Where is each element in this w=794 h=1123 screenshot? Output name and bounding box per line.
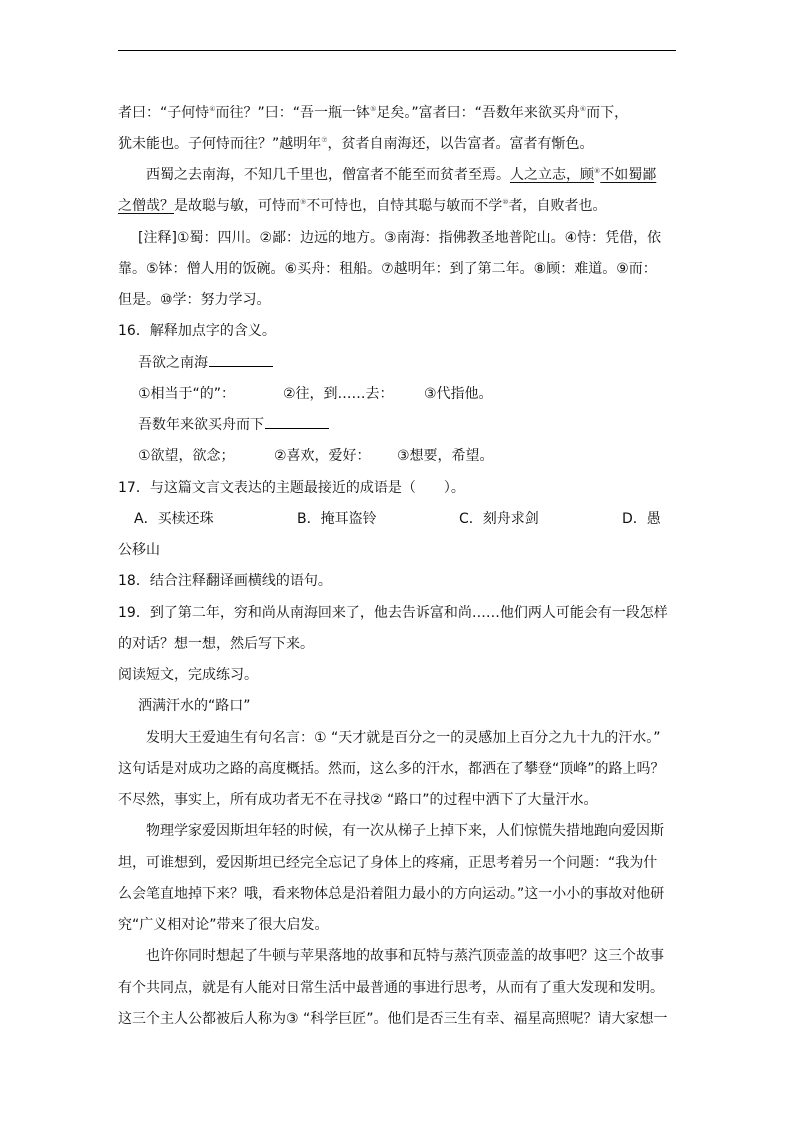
text-span: 者曰：“子何恃: [118, 105, 210, 121]
underlined-sentence: 不如蜀鄙: [600, 167, 657, 183]
underlined-sentence: 之僧哉？: [118, 198, 174, 214]
text-span: 犹未能也。子何恃而往？”越明年: [118, 136, 322, 152]
article-line: 也许你同时想起了牛顿与苹果落地的故事和瓦特与蒸汽顶壶盖的故事吧？这三个故事: [146, 948, 664, 964]
question-19-line: 19．到了第二年，穷和尚从南海回来了，他去告诉富和尚……他们两人可能会有一段怎样: [118, 605, 668, 621]
notes-line: 靠。⑤钵：僧人用的饭碗。⑥买舟：租船。⑦越明年：到了第二年。⑧顾：难道。⑨而：: [118, 261, 657, 277]
option-c[interactable]: C．刻舟求剑: [459, 511, 539, 527]
option-a[interactable]: A．买椟还珠: [134, 511, 214, 527]
note-marker: ⑩: [502, 198, 509, 206]
text-span: ，贫者自南海还，以告富者。富者有惭色。: [327, 136, 594, 152]
option-1: ①相当于“的”：: [138, 386, 236, 402]
option-3: ③代指他。: [424, 386, 493, 402]
article-line: 究“广义相对论”带来了很大启发。: [118, 917, 329, 933]
passage-line: [118, 103, 628, 123]
text-span: 不可恃也，自恃其聪与敏而不学: [306, 198, 503, 214]
option-1: ①欲望，欲念；: [138, 448, 235, 464]
question-17-title: 17．与这篇文言文表达的主题最接近的成语是（ ）。: [118, 480, 465, 496]
notes-line: 但是。⑩学：努力学习。: [118, 292, 271, 308]
text-span: 而下，: [586, 105, 629, 121]
passage-line: [118, 134, 594, 154]
note-marker: ④: [209, 105, 216, 113]
text-span: 是故聪与敏，可恃而: [174, 198, 300, 214]
item-text: 吾数年来欲买舟而下: [138, 417, 264, 433]
question-16-item-2-options: [138, 446, 494, 466]
answer-blank[interactable]: [265, 415, 329, 429]
question-17-option-wrap: 公移山: [118, 542, 160, 558]
text-span: 者，自败者也。: [508, 198, 607, 214]
text-span: 足矣。”富者曰：“吾数年来欲买舟: [376, 105, 580, 121]
underlined-sentence: 人之立志，顾: [510, 167, 594, 183]
article-title: 洒满汗水的“路口”: [138, 698, 251, 714]
note-marker: ⑧: [594, 167, 601, 175]
article-line: 坦，可谁想到，爱因斯坦已经完全忘记了身体上的疼痛，正思考着另一个问题：“我为什: [118, 855, 658, 871]
article-line: 这句话是对成功之路的高度概括。然而，这么多的汗水，都洒在了攀登“顶峰”的路上吗？: [118, 761, 665, 777]
option-3: ③想要，希望。: [397, 448, 494, 464]
article-line: 么会笔直地掉下来？哦，看来物体总是沿着阻力最小的方向运动。”这一小小的事故对他研: [118, 886, 665, 902]
passage-line: [118, 196, 607, 216]
header-rule: [118, 50, 676, 51]
question-16-item-2: [138, 415, 329, 435]
text-span: 西蜀之去南海，不知几千里也，僧富者不能至而贫者至焉。: [146, 167, 510, 183]
option-2: ②喜欢，爱好：: [274, 448, 371, 464]
article-line: 不尽然，事实上，所有成功者无不在寻找② “路口”的过程中洒下了大量汗水。: [118, 792, 598, 808]
option-b[interactable]: B．掩耳盗铃: [297, 511, 377, 527]
question-16-item-1: [138, 353, 273, 373]
note-marker: ⑥: [579, 105, 587, 113]
article-line: 有个共同点，就是有人能对日常生活中最普通的事进行思考，从而有了重大发现和发明。: [118, 980, 664, 996]
note-marker: ⑨: [300, 198, 307, 206]
question-16-title: 16．解释加点字的含义。: [118, 323, 276, 339]
passage-line: [146, 165, 656, 185]
question-19-line: 的对话？想一想，然后写下来。: [118, 636, 314, 652]
article-line: 这三个主人公都被后人称为③ “科学巨匠”。他们是否三生有幸、福星高照呢？请大家想一: [118, 1011, 668, 1027]
option-2: ②往，到……去：: [283, 386, 394, 402]
article-line: 物理学家爱因斯坦年轻的时候，有一次从梯子上掉下来，人们惊慌失措地跑向爱因斯: [146, 823, 664, 839]
text-span: 而往？”曰：“吾一瓶一钵: [215, 105, 371, 121]
item-text: 吾欲之南海: [138, 355, 208, 371]
note-marker: ⑦: [321, 136, 328, 144]
option-d[interactable]: D．愚: [622, 511, 661, 527]
article-line: 发明大王爱迪生有句名言：① “天才就是百分之一的灵感加上百分之九十九的汗水。”: [146, 730, 661, 746]
question-18-title: 18．结合注释翻译画横线的语句。: [118, 573, 332, 589]
answer-blank[interactable]: [209, 353, 273, 367]
question-17-options: [134, 509, 661, 529]
note-marker: ⑤: [370, 105, 377, 113]
notes-line: [注释]①蜀：四川。②鄙：边远的地方。③南海：指佛教圣地普陀山。④恃：凭借，依: [138, 230, 662, 246]
section-intro: 阅读短文，完成练习。: [118, 667, 258, 683]
question-16-item-1-options: [138, 384, 493, 404]
